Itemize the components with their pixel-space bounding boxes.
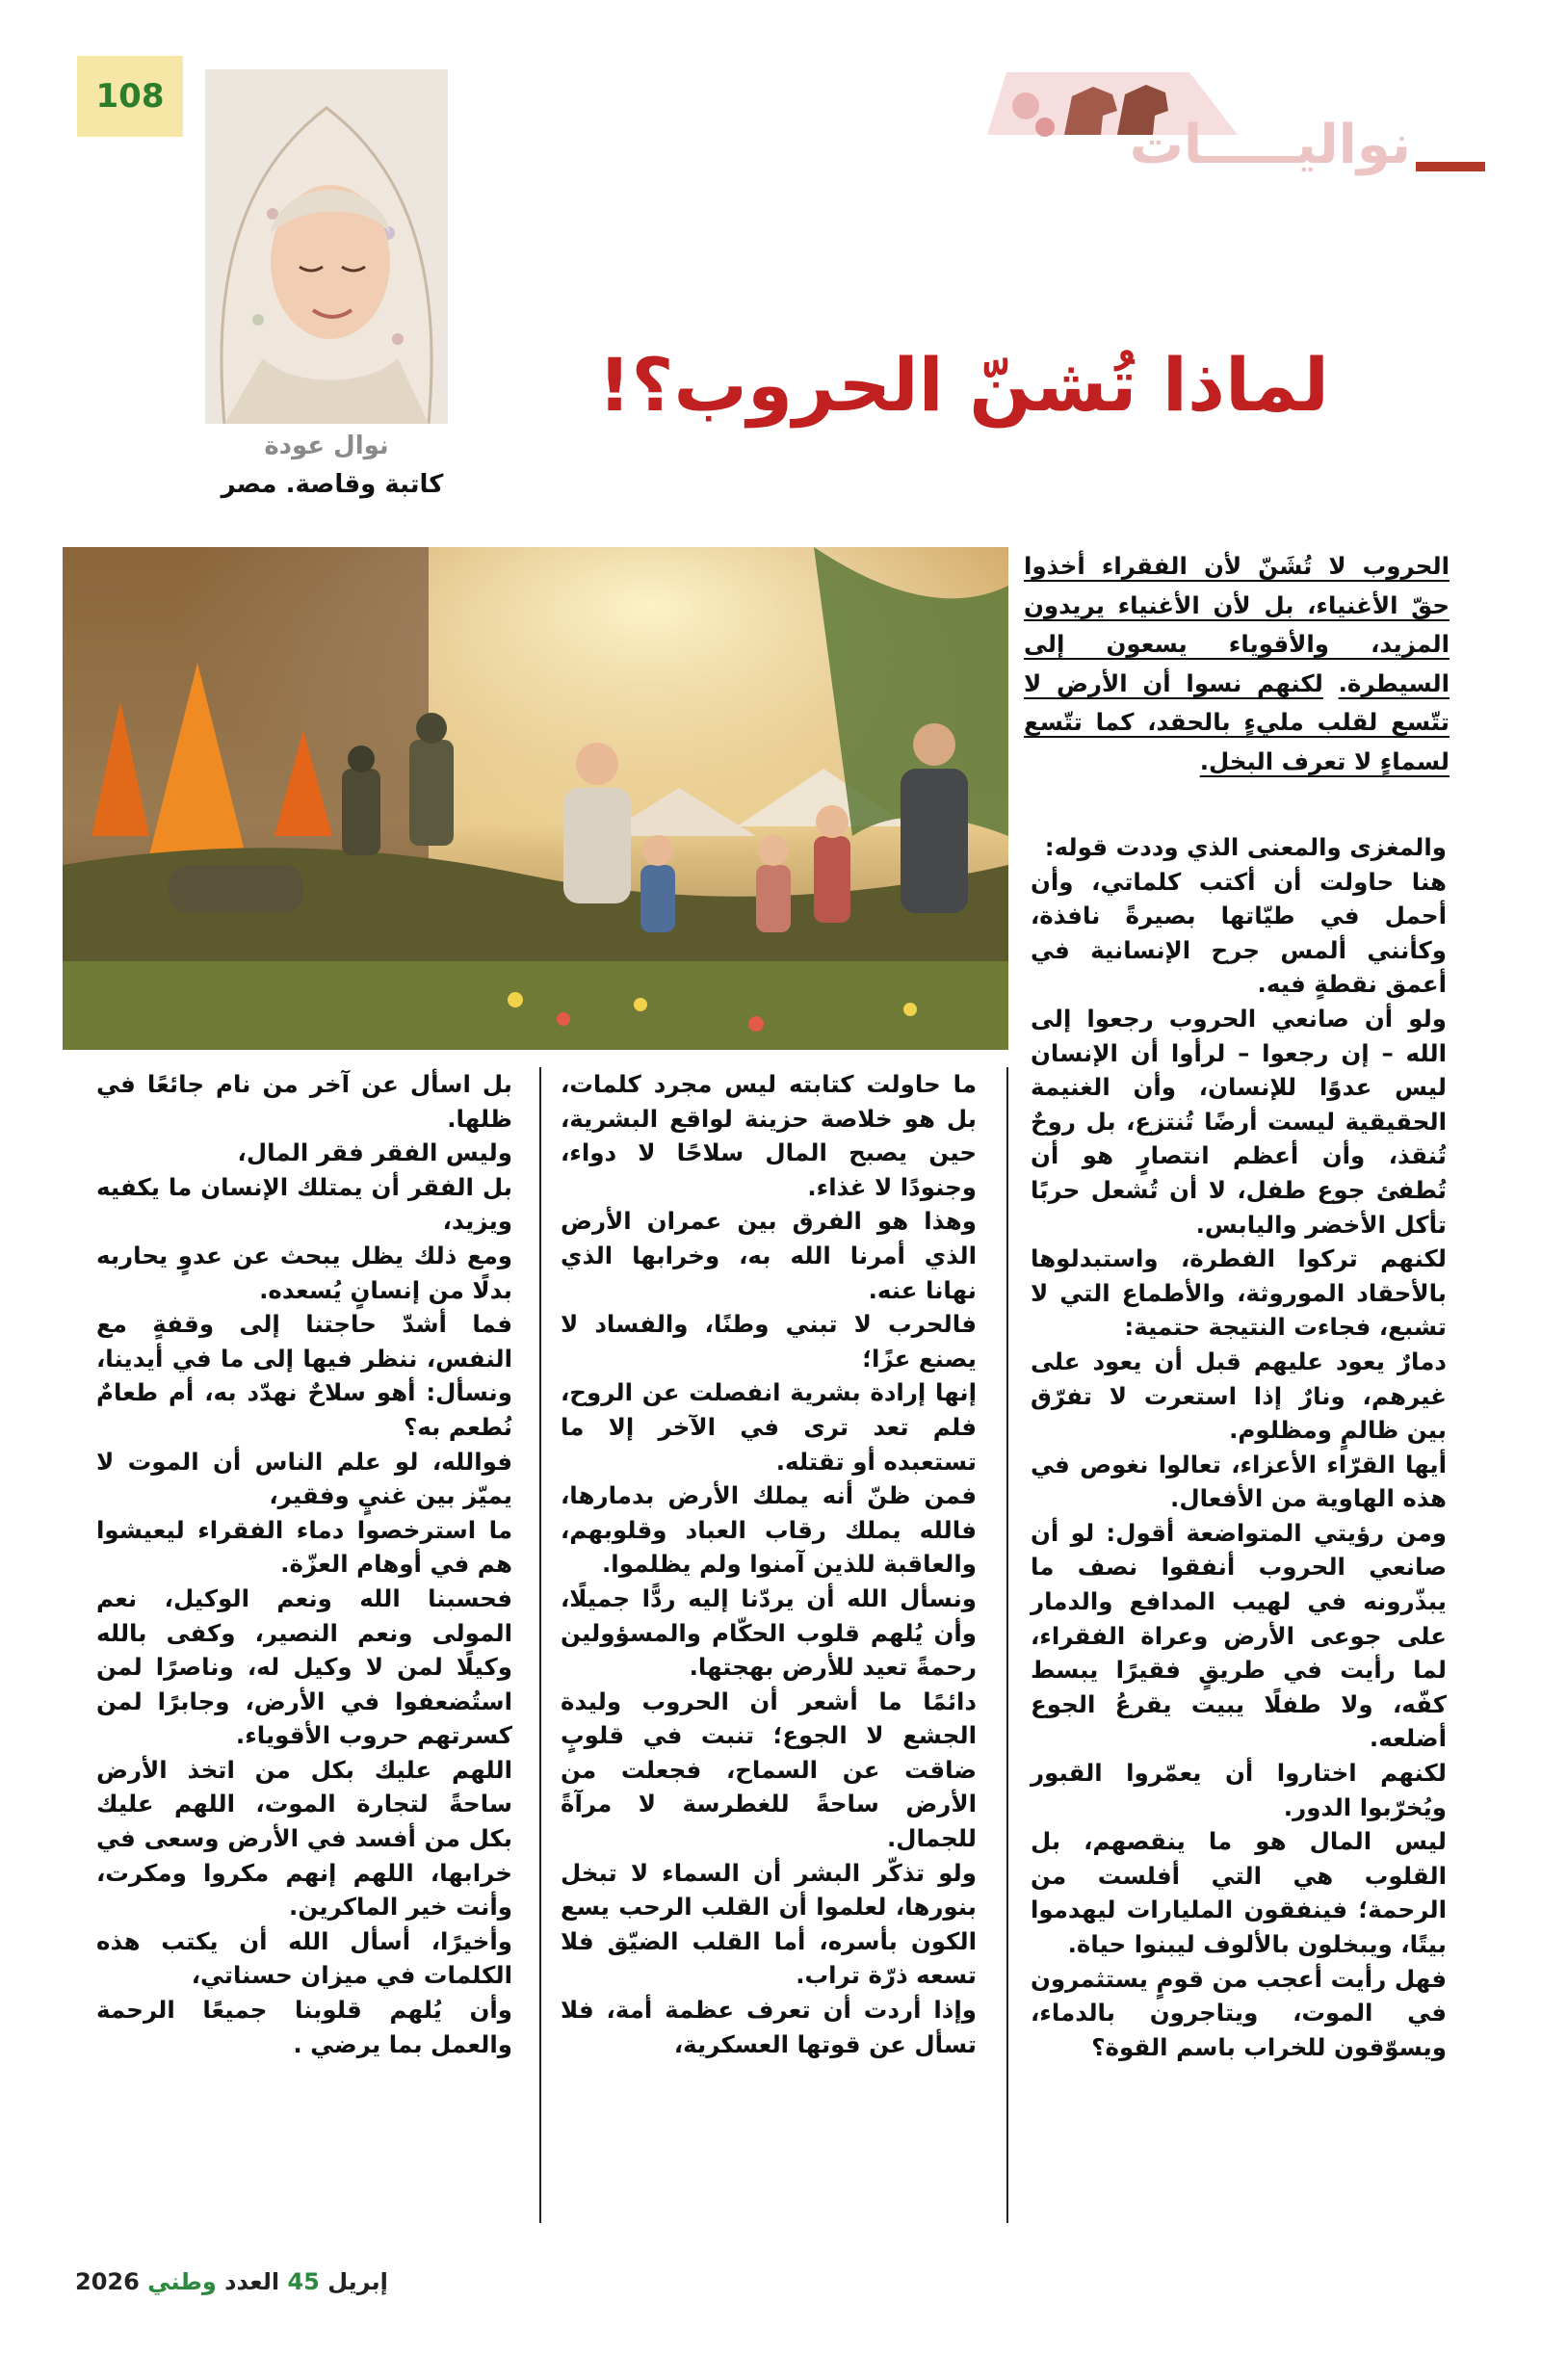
author-role: كاتبة وقاصة. مصر (221, 470, 444, 499)
paragraph: فهل رأيت أعجب من قومٍ يستثمرون في الموت، ويتاجرون بالدماء، ويسوّقون للخراب باسم القوة؟ (1031, 1964, 1447, 2061)
intro-line: لكنهم نسوا أن الأرض لا تتّسع لقلب مليءٍ بالحقد، كما تتّسع لسماءٍ لا تعرف البخل. (1024, 668, 1450, 775)
paragraph: ولو تذكّر البشر أن السماء لا تبخل بنورها، لعلموا أن القلب الرحب يسع الكون بأسره، أما القلب الضيّق فلا تسعه ذرّة تراب. (561, 1858, 977, 1990)
headline: لماذا تُشنّ الحروب؟! (597, 342, 1329, 428)
paragraph: بل اسأل عن آخر من نام جائعًا في ظلها. (96, 1070, 512, 1133)
paragraph: ليس المال هو ما ينقصهم، بل القلوب هي التي أفلست من الرحمة؛ فينفقون المليارات ليهدموا بيتًا، ويبخلون بالألوف ليبنوا حياة. (1031, 1827, 1447, 1958)
paragraph: فحسبنا الله ونعم الوكيل، نعم المولى ونعم النصير، وكفى بالله وكيلًا لمن لا وكيل له، وناصرًا لمن استُضعفوا في الأرض، وجابرًا لمن كسرتهم حروب الأقوياء. (96, 1583, 512, 1750)
paragraph: وليس الفقر فقر المال، (237, 1138, 512, 1167)
paragraph: والمغزى والمعنى الذي وددت قوله: (1044, 833, 1447, 861)
section-name: نواليـــــات (1129, 114, 1411, 176)
section-accent-bar (1416, 162, 1485, 171)
page-number: 108 (77, 56, 183, 137)
article-column-3 (96, 1067, 512, 2061)
paragraph: إنها إرادة بشرية انفصلت عن الروح، فلم تعد ترى في الآخر إلا ما تستعبده أو تقتله. (561, 1378, 977, 1476)
article-column-1 (1031, 830, 1447, 2064)
paragraph: ومن رؤيتي المتواضعة أقول: لو أن صانعي الحروب أنفقوا نصف ما يبذّرونه في لهيب المدافع والدمار على جوعى الأرض وعراة الفقراء، لما رأيت في طريقٍ فقيرًا يبسط كفّه، ولا طفلًا يبيت يقرعُ الجوع أضلعه. (1031, 1518, 1447, 1753)
footer-brand: وطني (147, 2268, 217, 2295)
footer-year: 2026 (75, 2268, 140, 2295)
paragraph: هنا حاولت أن أكتب كلماتي، وأن أحمل في طيّاتها بصيرةً نافذة، وكأنني ألمس جرح الإنسانية في أعمق نقطةٍ فيه. (1031, 867, 1447, 999)
paragraph: ولو أن صانعي الحروب رجعوا إلى الله – إن رجعوا – لرأوا أن الإنسان ليس عدوًا للإنسان، وأن الغنيمة الحقيقية ليست أرضًا تُنتزع، بل روحٌ تُنقذ، وأن أعظم انتصارٍ هو أن تُطفئ جوع طفل، لا أن تُشعل حربًا تأكل الأخضر واليابس. (1031, 1004, 1447, 1239)
paragraph: فمن ظنّ أنه يملك الأرض بدمارها، فالله يملك رقاب العباد وقلوبهم، والعاقبة للذين آمنوا ولم يظلموا. (561, 1481, 977, 1579)
paragraph: بل الفقر أن يمتلك الإنسان ما يكفيه ويزيد، (96, 1172, 512, 1236)
paragraph: ونسأل الله أن يردّنا إليه ردًّا جميلًا، وأن يُلهم قلوب الحكّام والمسؤولين رحمةً تعيد للأرض بهجتها. (561, 1583, 977, 1682)
author-portrait-illustration (205, 69, 448, 424)
footer (75, 2268, 388, 2295)
footer-month: إبريل (327, 2268, 388, 2295)
paragraph: ما استرخصوا دماء الفقراء ليعيشوا هم في أوهام العزّة. (96, 1515, 512, 1579)
paragraph: وأن يُلهم قلوبنا جميعًا الرحمة والعمل بما يرضي . (96, 1996, 512, 2058)
article-column-2 (561, 1067, 977, 2061)
paragraph: ومع ذلك يظل يبحث عن عدوٍ يحاربه بدلًا من إنسانٍ يُسعده. (96, 1241, 512, 1304)
hero-illustration (63, 547, 1008, 1050)
paragraph: فما أشدّ حاجتنا إلى وقفةٍ مع النفس، ننظر فيها إلى ما في أيدينا، ونسأل: أهو سلاحٌ نهدّد به، أم طعامٌ نُطعم به؟ (96, 1310, 512, 1441)
paragraph: وهذا هو الفرق بين عمران الأرض الذي أمرنا الله به، وخرابها الذي نهانا عنه. (561, 1207, 977, 1304)
footer-issue-number: 45 (287, 2268, 320, 2295)
column-divider (1006, 1067, 1008, 2223)
paragraph: ما حاولت كتابته ليس مجرد كلمات، بل هو خلاصة حزينة لواقع البشرية، حين يصبح المال سلاحًا لا دواء، وجنودًا لا غذاء. (561, 1070, 977, 1201)
author-portrait (205, 69, 448, 424)
paragraph: لكنهم تركوا الفطرة، واستبدلوها بالأحقاد الموروثة، والأطماع التي لا تشبع، فجاءت النتيجة حتمية: (1031, 1244, 1447, 1342)
paragraph: لكنهم اختاروا أن يعمّروا القبور ويُخرّبوا الدور. (1031, 1759, 1447, 1821)
paragraph: فالحرب لا تبني وطنًا، والفساد لا يصنع عزًا؛ (561, 1310, 977, 1373)
paragraph: وأخيرًا، أسأل الله أن يكتب هذه الكلمات في ميزان حسناتي، (96, 1926, 512, 1990)
column-divider (539, 1067, 541, 2223)
intro-line: الحروب لا تُشَنّ لأن الفقراء أخذوا حقّ الأغنياء، بل لأن الأغنياء يريدون المزيد، والأقوياء يسعون إلى السيطرة. (1024, 552, 1450, 697)
footer-issue-label: العدد (224, 2268, 280, 2295)
intro-paragraph (1024, 547, 1450, 781)
paragraph: دمارٌ يعود عليهم قبل أن يعود على غيرهم، ونارٌ إذا استعرت لا تفرّق بين ظالمٍ ومظلوم. (1031, 1347, 1447, 1445)
paragraph: وإذا أردت أن تعرف عظمة أمة، فلا تسأل عن قوتها العسكرية، (561, 1996, 977, 2058)
paragraph: فوالله، لو علم الناس أن الموت لا يميّز بين غنيٍ وفقير، (96, 1447, 512, 1510)
paragraph: اللهم عليك بكل من اتخذ الأرض ساحةً لتجارة الموت، اللهم عليك بكل من أفسد في الأرض وسعى في خرابها، اللهم إنهم مكروا ومكرت، وأنت خير الماكرين. (96, 1755, 512, 1922)
paragraph: أيها القرّاء الأعزاء، تعالوا نغوص في هذه الهاوية من الأفعال. (1031, 1450, 1447, 1513)
paragraph: دائمًا ما أشعر أن الحروب وليدة الجشع لا الجوع؛ تنبت في قلوبٍ ضاقت عن السماح، فجعلت من الأرض ساحةً للغطرسة لا مرآةً للجمال. (561, 1687, 977, 1853)
author-name: نوال عودة (264, 432, 389, 460)
war-and-aid-scene (63, 547, 1008, 1050)
